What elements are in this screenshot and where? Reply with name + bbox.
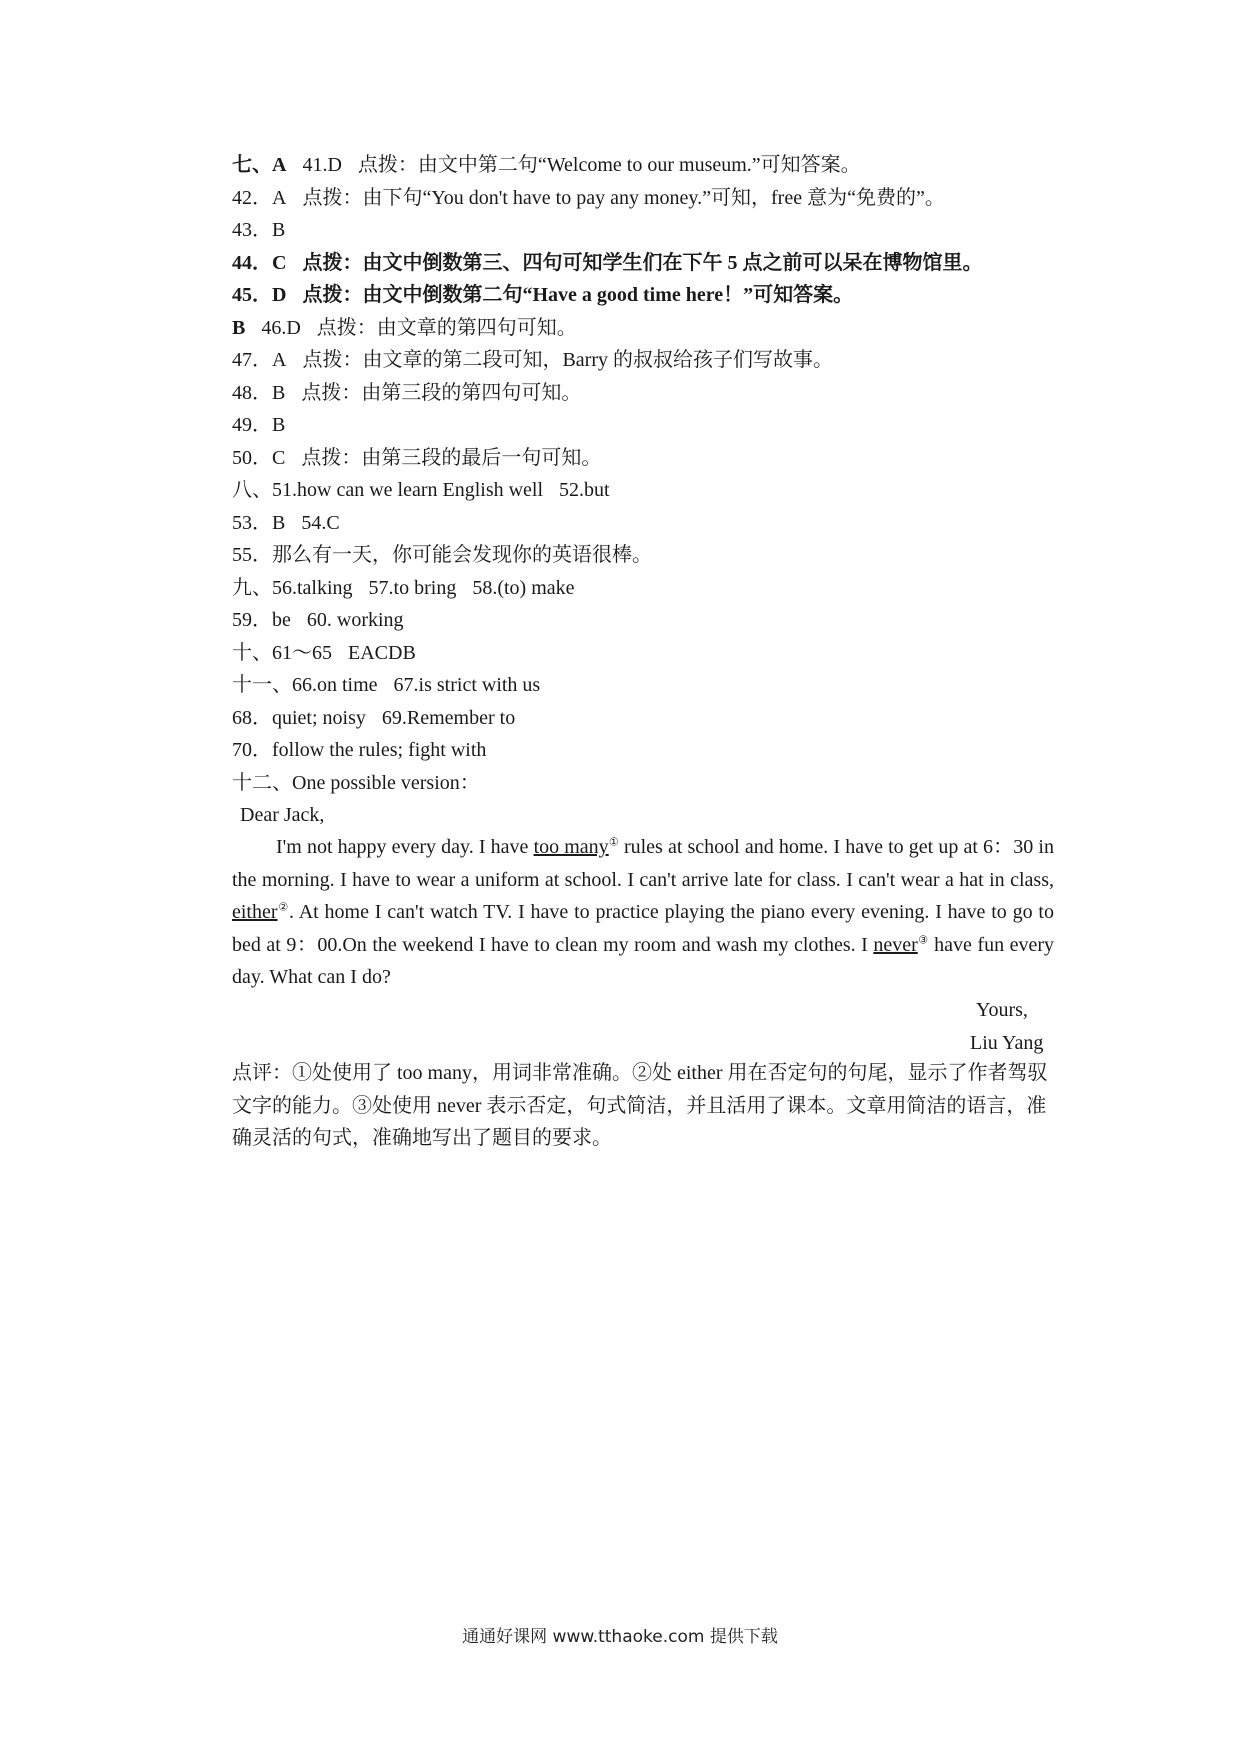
underlined-word-either: either: [232, 901, 278, 923]
answer-line-56: 九、56.talking 57.to bring 58.(to) make: [232, 577, 575, 599]
answer-line-41: 七、A 41.D 点拨：由文中第二句“Welcome to our museum.”可知答案。: [232, 154, 861, 176]
comment-paragraph: 点评：①处使用了 too many，用词非常准确。②处 either 用在否定句的句尾，显示了作者驾驭文字的能力。③处使用 never 表示否定，句式简洁，并且活用了课本。文章用简洁的语言，准确灵活的句式，准确地写出了题目的要求。: [232, 1062, 1048, 1149]
answer-line-44: 44．C 点拨：由文中倒数第三、四句可知学生们在下午 5 点之前可以呆在博物馆里。: [232, 252, 983, 274]
answer-line-55: 55．那么有一天，你可能会发现你的英语很棒。: [232, 544, 652, 566]
answer-line-70: 70．follow the rules; fight with: [232, 739, 487, 761]
answer-line-46: B 46.D 点拨：由文章的第四句可知。: [232, 317, 577, 339]
answer-line-49: 49．B: [232, 414, 286, 436]
letter-body: I'm not happy every day. I have too many① rules at school and home. I have to get up at 6：30 in the morning. I have to wear a uniform at school. I can't arrive late for class. I can't wear a hat in class, either②. At home I can't watch TV. I have to practice playing the piano every evening. I have to go to bed at 9：00.On the weekend I have to clean my room and wash my clothes. I never③ have fun every day. What can I do?: [232, 836, 1054, 988]
answer-line-42: 42．A 点拨：由下句“You don't have to pay any money.”可知，free 意为“免费的”。: [232, 187, 945, 209]
answer-line-59: 59．be 60. working: [232, 609, 404, 631]
footnote-mark-2: ②: [277, 901, 290, 914]
page-footer: 通通好课网 www.tthaoke.com 提供下载: [462, 1627, 778, 1647]
letter-signature: Liu Yang: [970, 1032, 1044, 1054]
answer-line-43: 43．B: [232, 219, 286, 241]
answer-line-61: 十、61～65 EACDB: [232, 642, 416, 664]
answer-line-50: 50．C 点拨：由第三段的最后一句可知。: [232, 447, 602, 469]
letter-closing: Yours,: [976, 999, 1028, 1021]
answer-line-53: 53．B 54.C: [232, 512, 340, 534]
underlined-phrase-too-many: too many: [533, 836, 609, 858]
answer-line-47: 47．A 点拨：由文章的第二段可知，Barry 的叔叔给孩子们写故事。: [232, 349, 833, 371]
answer-line-72: 十二、One possible version：: [232, 772, 480, 794]
answer-line-68: 68．quiet; noisy 69.Remember to: [232, 707, 516, 729]
underlined-word-never: never: [873, 933, 918, 956]
answer-line-48: 48．B 点拨：由第三段的第四句可知。: [232, 382, 582, 404]
answer-line-66: 十一、66.on time 67.is strict with us: [232, 674, 541, 696]
letter-greeting: Dear Jack,: [240, 804, 325, 826]
footnote-mark-1: ①: [608, 836, 619, 849]
answer-line-45: 45．D 点拨：由文中倒数第二句“Have a good time here！”可知答案。: [232, 284, 854, 306]
answer-line-51: 八、51.how can we learn English well 52.but: [232, 479, 610, 501]
footnote-mark-3: ③: [917, 933, 929, 946]
